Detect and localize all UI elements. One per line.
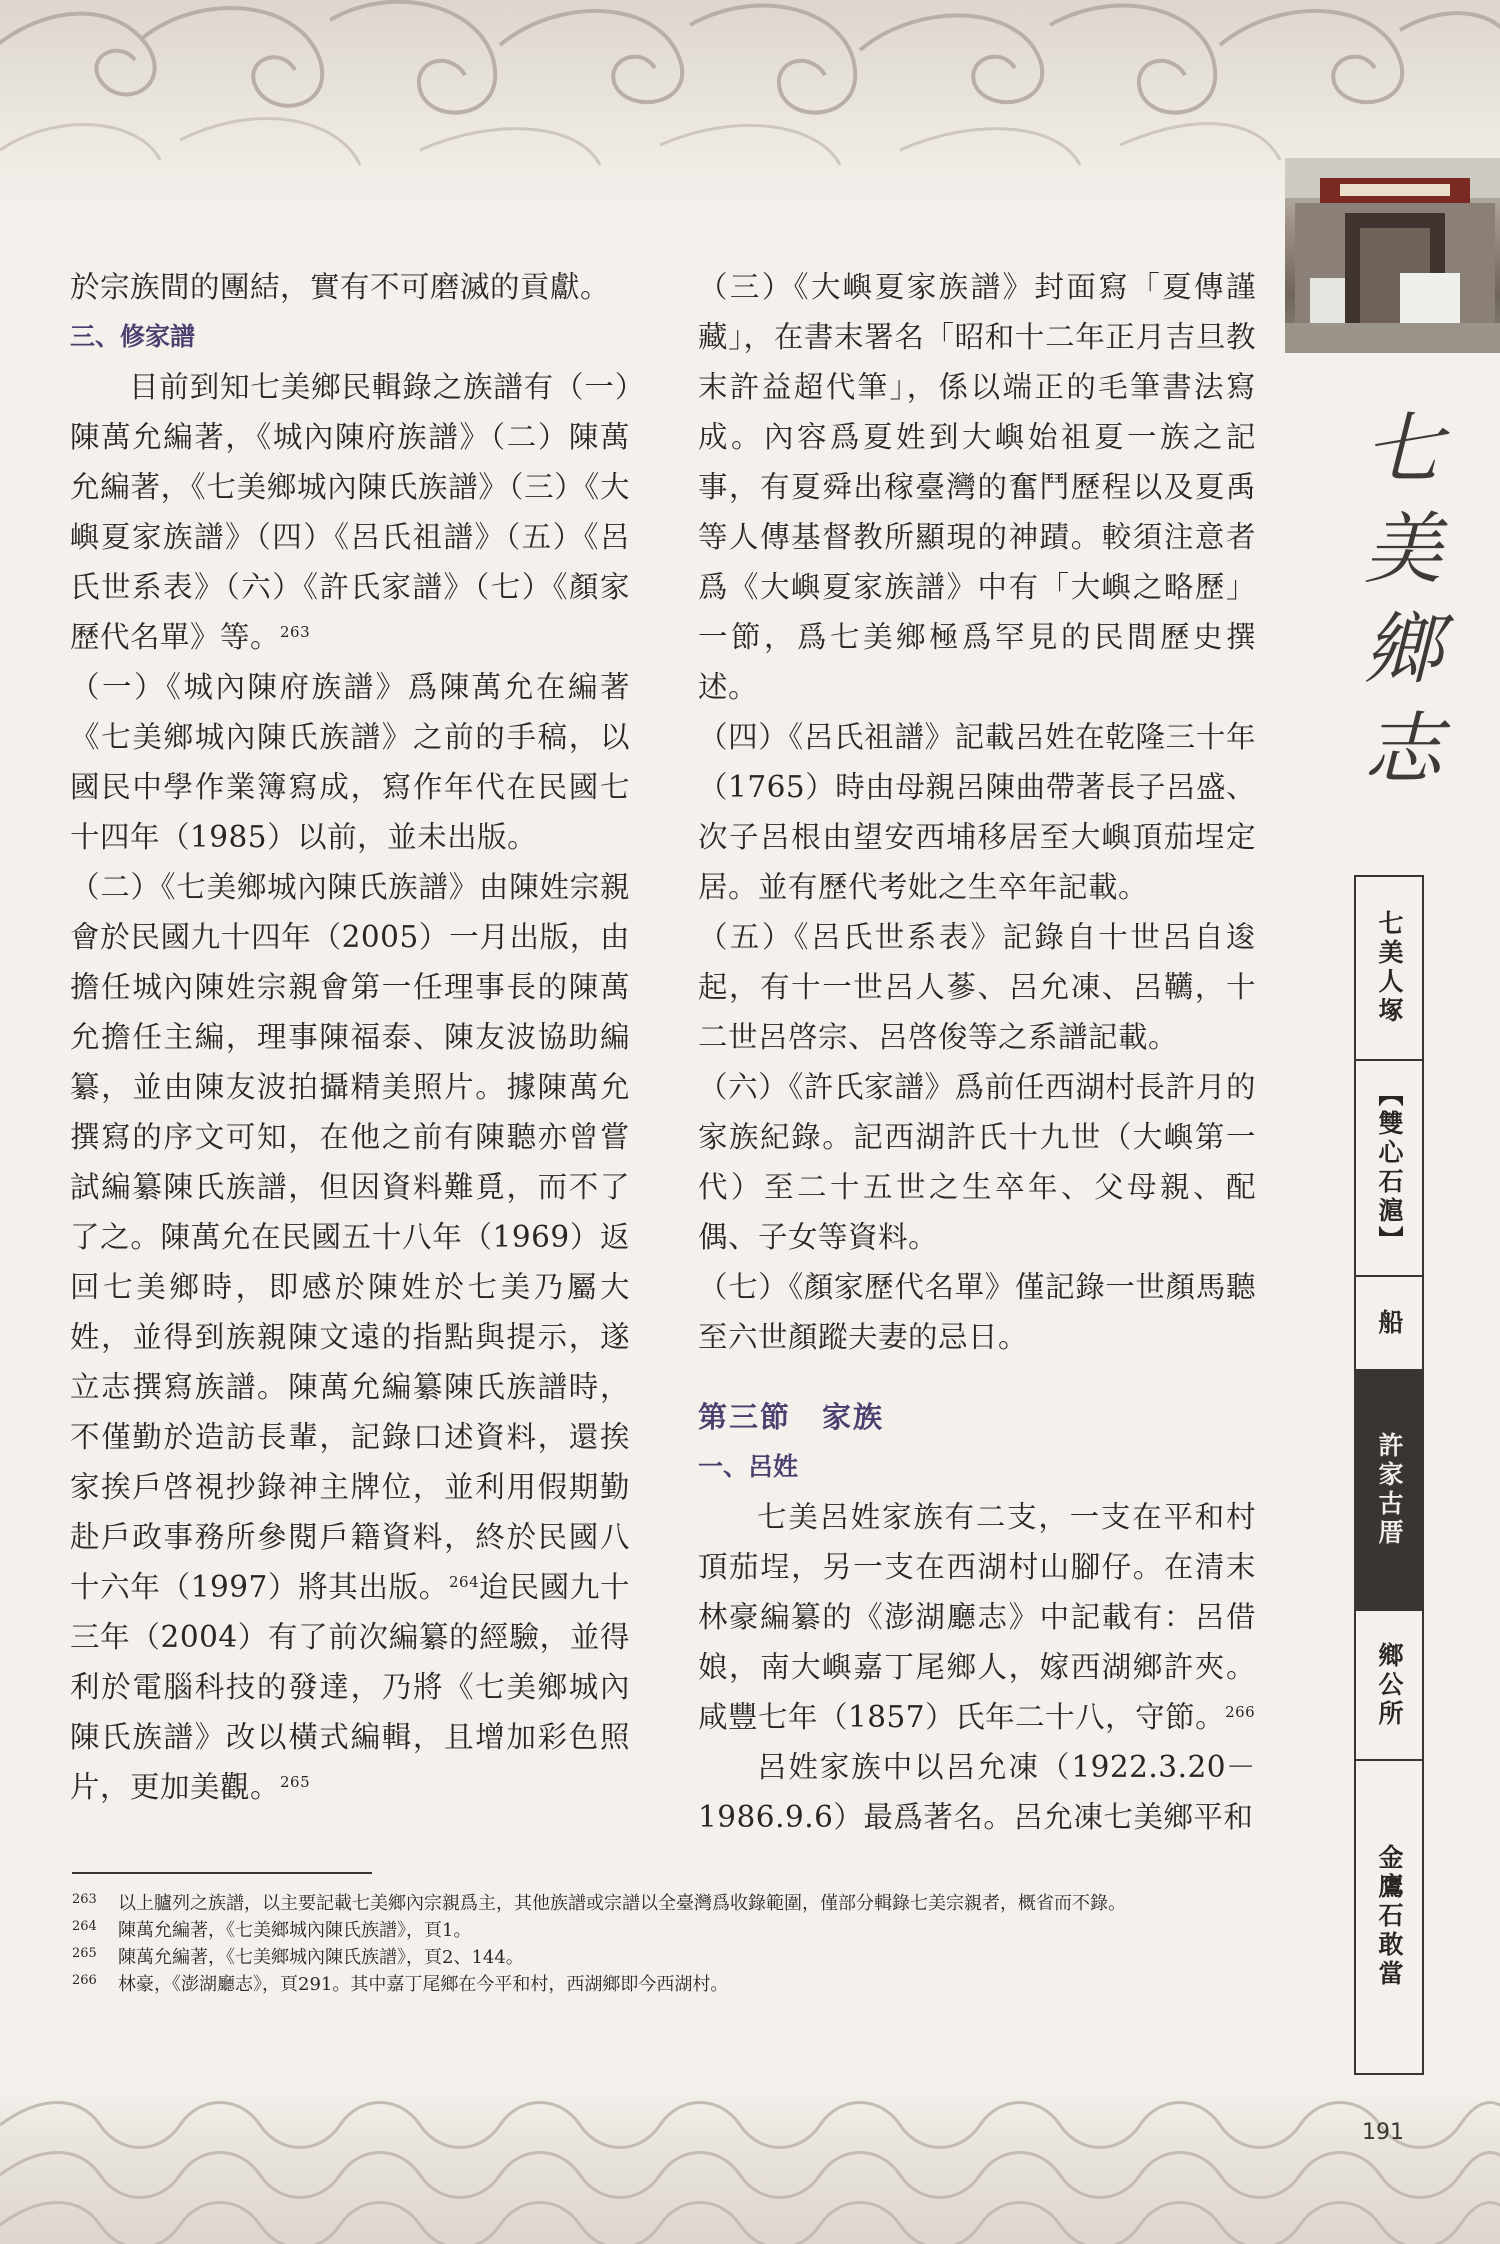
paragraph: [70, 862, 630, 1812]
title-char: 美: [1363, 505, 1442, 595]
footnote-text: 林豪，《澎湖廳志》，頁291。其中嘉丁尾鄉在今平和村，西湖鄉即今西湖村。: [118, 1974, 729, 1995]
paragraph: （四）《呂氏祖譜》記載呂姓在乾隆三十年（1765）時由母親呂陳曲帶著長子呂盛、次子呂根由望安西埔移居至大嶼頂茄埕定居。並有歷代考妣之生卒年記載。: [698, 720, 1256, 904]
footnote-number: 264: [72, 1919, 97, 1934]
tab-label: 許家古厝: [1375, 1432, 1404, 1548]
footnote-ref[interactable]: 266: [1225, 1703, 1256, 1721]
chapter-tabs: [1354, 875, 1424, 2075]
footnote-text: 陳萬允編著，《七美鄉城內陳氏族譜》，頁1。: [118, 1920, 472, 1941]
building-illustration: [1285, 158, 1500, 353]
tab-label: 金鷹石敢當: [1375, 1843, 1404, 1989]
footnotes: [72, 1890, 1272, 1998]
title-char: 七: [1363, 405, 1442, 495]
cloud-swirl-icon: [0, 0, 1500, 215]
paragraph: （六）《許氏家譜》爲前任西湖村長許月的家族紀錄。記西湖許氏十九世（大嶼第一代）至二十五世之生卒年、父母親、配偶、子女等資料。: [698, 1070, 1256, 1254]
footnote-text: 陳萬允編著，《七美鄉城內陳氏族譜》，頁2、144。: [118, 1947, 524, 1968]
footnote: [72, 1944, 1272, 1971]
tab-label: 七美人塚: [1375, 910, 1404, 1026]
book-title-vertical: [1348, 400, 1458, 800]
page-number: 191: [1362, 2120, 1404, 2145]
footnote-number: 263: [72, 1892, 97, 1907]
footnote-divider: [72, 1872, 372, 1874]
tab-label: 船: [1375, 1308, 1404, 1338]
footnote-ref[interactable]: 263: [280, 623, 311, 641]
subsection-heading: 三、修家譜: [70, 322, 196, 351]
paragraph: （五）《呂氏世系表》記錄自十世呂自逡起，有十一世呂人蔘、呂允凍、呂韉，十二世呂啓宗、呂啓俊等之系譜記載。: [698, 920, 1256, 1054]
paragraph: 呂姓家族中以呂允凍（1922.3.20－1986.9.6）最爲著名。呂允凍七美鄉平和: [698, 1750, 1256, 1834]
footnote-number: 266: [72, 1973, 97, 1988]
footnote-ref[interactable]: 264: [448, 1573, 480, 1591]
footnote-number: 265: [72, 1946, 97, 1961]
tab-twin-hearts-weir[interactable]: [1356, 1061, 1422, 1277]
footnote: [72, 1890, 1272, 1917]
tab-label: 【雙心石滬】: [1375, 1081, 1404, 1255]
title-char: 鄉: [1363, 605, 1442, 695]
wave-pattern-footer: [0, 2085, 1500, 2244]
tab-xu-family-house[interactable]: [1356, 1371, 1422, 1611]
paragraph: 於宗族間的團結，實有不可磨滅的貢獻。: [70, 270, 611, 304]
footnote: [72, 1917, 1272, 1944]
temple-photo: [1285, 158, 1500, 353]
wave-pattern-icon: [0, 2085, 1500, 2244]
tab-township-office[interactable]: [1356, 1611, 1422, 1761]
section-heading: 第三節 家族: [698, 1400, 885, 1434]
paragraph: （一）《城內陳府族譜》爲陳萬允在編著《七美鄉城內陳氏族譜》之前的手稿，以國民中學作業簿寫成，寫作年代在民國七十四年（1985）以前，並未出版。: [70, 670, 630, 854]
footnote: [72, 1971, 1272, 1998]
paragraph-text: 目前到知七美鄉民輯錄之族譜有（一）陳萬允編著，《城內陳府族譜》（二）陳萬允編著，《七美鄉城內陳氏族譜》（三）《大嶼夏家族譜》（四）《呂氏祖譜》（五）《呂氏世系表》（六）《許氏家譜》（七）《顏家歷代名單》等。: [70, 370, 630, 654]
paragraph-text: 迨民國九十三年（2004）有了前次編纂的經驗，並得利於電腦科技的發達，乃將《七美鄉城內陳氏族譜》改以橫式編輯，且增加彩色照片，更加美觀。: [70, 1570, 630, 1804]
title-char: 志: [1363, 705, 1442, 795]
subsection-heading: 一、呂姓: [698, 1452, 799, 1481]
paragraph-text: （二）《七美鄉城內陳氏族譜》由陳姓宗親會於民國九十四年（2005）一月出版，由擔任城內陳姓宗親會第一任理事長的陳萬允擔任主編，理事陳福泰、陳友波協助編纂，並由陳友波拍攝精美照片。據陳萬允撰寫的序文可知，在他之前有陳聽亦曾嘗試編纂陳氏族譜，但因資料難覓，而不了了之。陳萬允在民國五十八年（1969）返回七美鄉時，即感於陳姓於七美乃屬大姓，並得到族親陳文遠的指點與提示，遂立志撰寫族譜。陳萬允編纂陳氏族譜時，不僅勤於造訪長輩，記錄口述資料，還挨家挨戶啓視抄錄神主牌位，並利用假期勤赴戶政事務所參閱戶籍資料，終於民國八十六年（1997）將其出版。: [70, 870, 630, 1604]
tab-boat[interactable]: [1356, 1277, 1422, 1371]
footnote-text: 以上臚列之族譜，以主要記載七美鄉內宗親爲主，其他族譜或宗譜以全臺灣爲收錄範圍，僅部分輯錄七美宗親者，概省而不錄。: [118, 1893, 1126, 1914]
paragraph: （三）《大嶼夏家族譜》封面寫「夏傳謹藏」，在書末署名「昭和十二年正月吉旦教末許益超代筆」，係以端正的毛筆書法寫成。內容爲夏姓到大嶼始祖夏一族之記事，有夏舜出稼臺灣的奮鬥歷程以及夏禹等人傳基督教所顯現的神蹟。較須注意者爲《大嶼夏家族譜》中有「大嶼之略歷」一節，爲七美鄉極爲罕見的民間歷史撰述。: [698, 270, 1256, 704]
right-column: [698, 262, 1256, 1842]
paragraph: [70, 362, 630, 662]
cloud-pattern-header: [0, 0, 1500, 215]
left-column: [70, 262, 630, 1812]
footnote-ref[interactable]: 265: [280, 1773, 311, 1791]
paragraph-text: 七美呂姓家族有二支，一支在平和村頂茄埕，另一支在西湖村山腳仔。在清末林豪編纂的《澎湖廳志》中記載有：呂借娘，南大嶼嘉丁尾鄉人，嫁西湖鄉許夾。咸豐七年（1857）氏年二十八，守節。: [698, 1500, 1256, 1734]
tab-label: 鄉公所: [1375, 1641, 1404, 1729]
tab-eagle-stone[interactable]: [1356, 1761, 1422, 2071]
tab-qimei-tomb[interactable]: [1356, 877, 1422, 1061]
paragraph: [698, 1492, 1256, 1742]
paragraph: （七）《顏家歷代名單》僅記錄一世顏馬聽至六世顏蹤夫妻的忌日。: [698, 1270, 1256, 1354]
